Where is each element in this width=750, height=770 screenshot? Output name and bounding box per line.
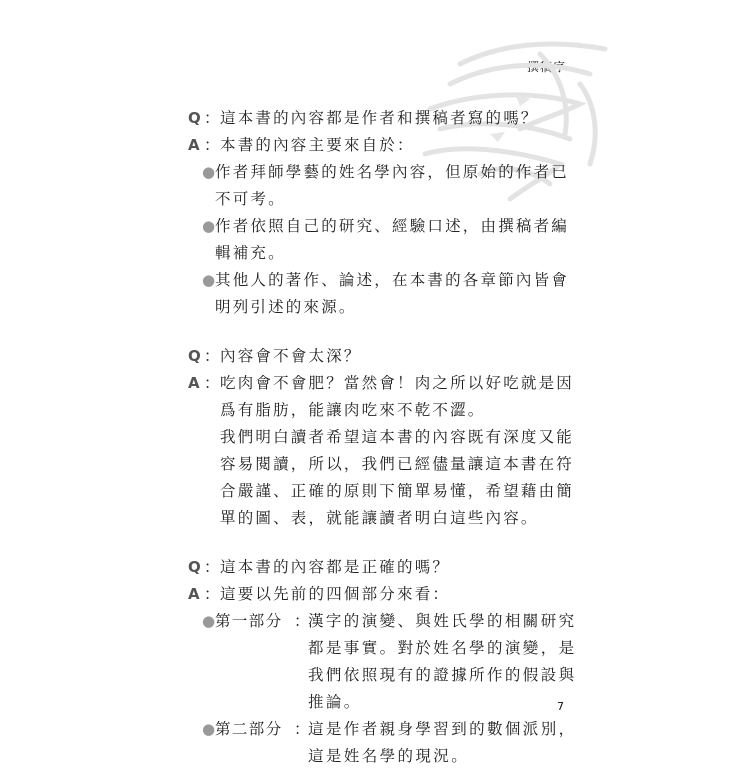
list-item: ● 第二部分 ： 這是作者親身學習到的數個派別，這是姓名學的現況。: [202, 716, 578, 770]
list-item: ● 第一部分 ： 漢字的演變、與姓氏學的相關研究都是事實。對於姓名學的演變，是我們依照現有的證據所作的假設與推論。: [202, 608, 578, 716]
bullet-icon: ●: [202, 271, 216, 289]
question-row: Q ： 這本書的內容都是作者和撰稿者寫的嗎？: [188, 105, 578, 132]
question-marker: Q: [188, 558, 201, 576]
bullet-icon: ●: [202, 612, 216, 630]
answer-marker: A: [188, 585, 200, 603]
list-item-text: 作者依照自己的研究、經驗口述，由撰稿者編輯補充。: [215, 217, 570, 262]
answer-row: A ： 本書的內容主要來自於：: [188, 132, 578, 159]
list-item-text: 作者拜師學藝的姓名學內容，但原始的作者已不可考。: [215, 163, 570, 208]
part-label: 第二部分: [215, 720, 283, 738]
question-row: Q ： 內容會不會太深？: [188, 343, 578, 370]
part-text: 這是作者親身學習到的數個派別，這是姓名學的現況。: [308, 720, 577, 765]
part-label: 第一部分: [215, 612, 283, 630]
question-marker: Q: [188, 109, 201, 127]
question-marker: Q: [188, 347, 201, 365]
answer-text: 這要以先前的四個部分來看：: [220, 585, 451, 603]
answer-text: 吃肉會不會肥？當然會！肉之所以好吃就是因爲有脂肪，能讓肉吃來不乾不澀。: [220, 374, 575, 419]
answer-marker: A: [188, 136, 200, 154]
page-header-title: 撰稿序: [526, 60, 566, 74]
question-text: 這本書的內容都是作者和撰稿者寫的嗎？: [220, 109, 539, 127]
answer-marker: A: [188, 374, 200, 392]
list-item: [202, 267, 578, 321]
bullet-icon: ●: [202, 163, 216, 181]
list-item-text: 其他人的著作、論述，在本書的各章節內皆會明列引述的來源。: [215, 271, 570, 316]
page-content: [188, 105, 578, 770]
answer-row: A ： 這要以先前的四個部分來看：: [188, 581, 578, 608]
answer-text-continued: 我們明白讀者希望這本書的內容既有深度又能容易閱讀，所以，我們已經儘量讓這本書在符合嚴謹、正確的原則下簡單易懂，希望藉由簡單的圖、表，就能讓讀者明白這些內容。: [220, 428, 575, 527]
bullet-icon: ●: [202, 217, 216, 235]
question-text: 這本書的內容都是正確的嗎？: [220, 558, 451, 576]
question-text: 內容會不會太深？: [220, 347, 362, 365]
answer-row: A ： 吃肉會不會肥？當然會！肉之所以好吃就是因爲有脂肪，能讓肉吃來不乾不澀。 我們明白讀者希望這本書的內容既有深度又能容易閱讀，所以，我們已經儘量讓這本書在符合嚴謹、正確的原則下簡單易懂，希望藉由簡單的圖、表，就能讓讀者明白這些內容。: [188, 370, 578, 532]
bullet-icon: ●: [202, 720, 216, 738]
list-item: [202, 213, 578, 267]
answer-text: 本書的內容主要來自於：: [220, 136, 415, 154]
part-text: 漢字的演變、與姓氏學的相關研究都是事實。對於姓名學的演變，是我們依照現有的證據所作的假設與推論。: [308, 612, 577, 711]
list-item: [202, 159, 578, 213]
question-row: Q ： 這本書的內容都是正確的嗎？: [188, 554, 578, 581]
page-number: 7: [557, 700, 564, 713]
